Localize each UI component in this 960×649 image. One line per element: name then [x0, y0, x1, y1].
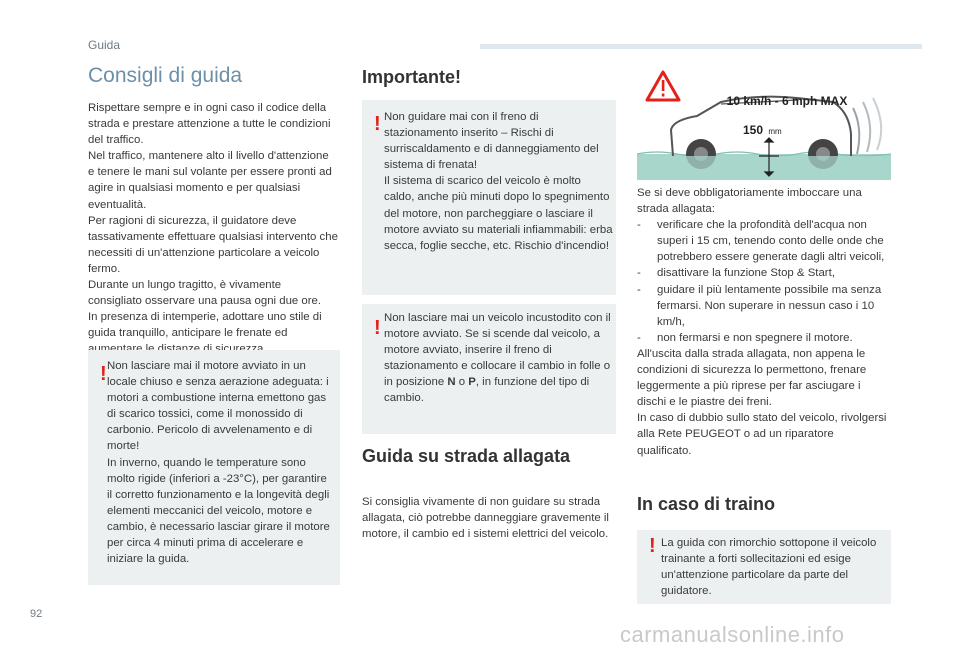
warning-handbrake-text-1: Non guidare mai con il freno di stazionamento inserito – Rischi di surriscaldamento e di danneggiamento del sistema di frenata!: [384, 111, 599, 172]
flood-warning-text: Si consiglia vivamente di non guidare su strada allagata, ciò potrebbe danneggiare gravemente il motore, il cambio ed i sistemi elettrici del veicolo.: [362, 496, 609, 541]
speed-limit-label: 10 km/h - 6 mph MAX: [726, 94, 848, 108]
list-item: - verificare che la profondità dell'acqua non superi i 15 cm, tenendo conto delle onde che potrebbero essere generate dagli altri veicoli,: [637, 217, 891, 265]
warning-box-towing: [637, 530, 891, 604]
depth-unit: mm: [768, 127, 782, 136]
header-rule: [480, 44, 922, 49]
warning-box-engine: [88, 350, 340, 585]
warning-towing-text: La guida con rimorchio sottopone il veicolo trainante a forti sollecitazioni ed esige un'attenzione particolare da parte del guidatore.: [661, 537, 877, 598]
title-guida-su-strada-allagata: Guida su strada allagata: [362, 446, 571, 466]
depth-value: 150: [742, 123, 764, 137]
warning-icon: !: [374, 317, 381, 339]
list-item: - guidare il più lentamente possibile ma senza fermarsi. Non superare in nessun caso i 10 km/h,: [637, 282, 891, 330]
warning-triangle-icon: [647, 72, 679, 100]
title-in-caso-di-traino: In caso di traino: [637, 494, 776, 514]
warning-unattended-text: Non lasciare mai un veicolo incustodito con il motore avviato. Se si scende dal veicolo, a motore avviato, inserire il freno di stazionamento e collocare il cambio in folle o in posizione N o P, in funzione del tipo di cambio.: [384, 312, 611, 405]
flood-instruction-list: [637, 217, 891, 346]
list-item: - disattivare la funzione Stop & Start,: [637, 265, 891, 281]
after-flood-text: All'uscita dalla strada allagata, non appena le condizioni di sicurezza lo permettono, frenare leggermente a più riprese per far asciugare i dischi e le piastre dei freni.: [637, 347, 867, 409]
page-number: 92: [30, 608, 43, 620]
title-importante: Importante!: [362, 67, 461, 87]
gear-position-n: N: [447, 376, 456, 389]
warning-icon: !: [649, 535, 656, 557]
intro-paragraphs: [88, 100, 338, 358]
warning-engine-text-1: Non lasciare mai il motore avviato in un locale chiuso e senza aerazione adeguata: i motori a combustione interna emettono gas di scarico tossici, come il monossido di carbonio. Pericolo di avvelenamento e di morte!: [107, 360, 329, 453]
paragraph-5: In presenza di intemperie, adottare uno stile di guida tranquillo, anticipare le frenate ed: [88, 311, 322, 340]
section-header-label: Guida: [88, 38, 121, 52]
watermark: carmanualsonline.info: [620, 622, 845, 647]
flooded-road-illustration: [637, 68, 891, 180]
warning-icon: !: [374, 113, 381, 135]
paragraph-3: Per ragioni di sicurezza, il guidatore deve tassativamente effettuare qualsiasi intervento che necessiti di un'attenzione particolare a veicolo fermo.: [88, 214, 338, 275]
warning-handbrake-text-2: Il sistema di scarico del veicolo è molto caldo, anche più minuti dopo lo spegnimento del motore, non parcheggiare o lasciare il motore avviato su materiali infiammabili: erba secca, foglie secche, etc. Rischio d'incendio!: [384, 175, 613, 252]
list-item: - non fermarsi e non spegnere il motore.: [637, 330, 891, 346]
warning-engine-text-2: In inverno, quando le temperature sono molto rigide (inferiori a -23°C), per garantire il corretto funzionamento e la longevità degli elementi meccanici del veicolo, motore e cambio, è necessario lasciar girare il motore per circa 4 minuti prima di accelerare e iniziare la guida.: [107, 456, 330, 566]
title-consigli-di-guida: Consigli di guida: [88, 64, 243, 87]
paragraph-1: Rispettare sempre e in ogni caso il codice della strada e prestare attenzione a tutte le condizioni del traffico.: [88, 102, 331, 147]
paragraph-4: Durante un lungo tragitto, è vivamente consigliato osservare una pausa ogni due ore.: [88, 279, 322, 308]
warning-icon: !: [100, 363, 107, 385]
flood-instructions: [637, 185, 891, 459]
dealer-advice-text: In caso di dubbio sullo stato del veicolo, rivolgersi alla Rete PEUGEOT o ad un riparatore qualificato.: [637, 412, 887, 457]
gear-position-p: P: [468, 376, 476, 389]
paragraph-2: Nel traffico, mantenere alto il livello d'attenzione e tenere le mani sul volante per essere pronti ad agire in qualsiasi momento e per qualsiasi eventualità.: [88, 150, 332, 211]
warning-box-handbrake: [362, 100, 616, 295]
warning-box-unattended: [362, 304, 616, 434]
flood-intro: Se si deve obbligatoriamente imboccare una strada allagata:: [637, 187, 862, 216]
